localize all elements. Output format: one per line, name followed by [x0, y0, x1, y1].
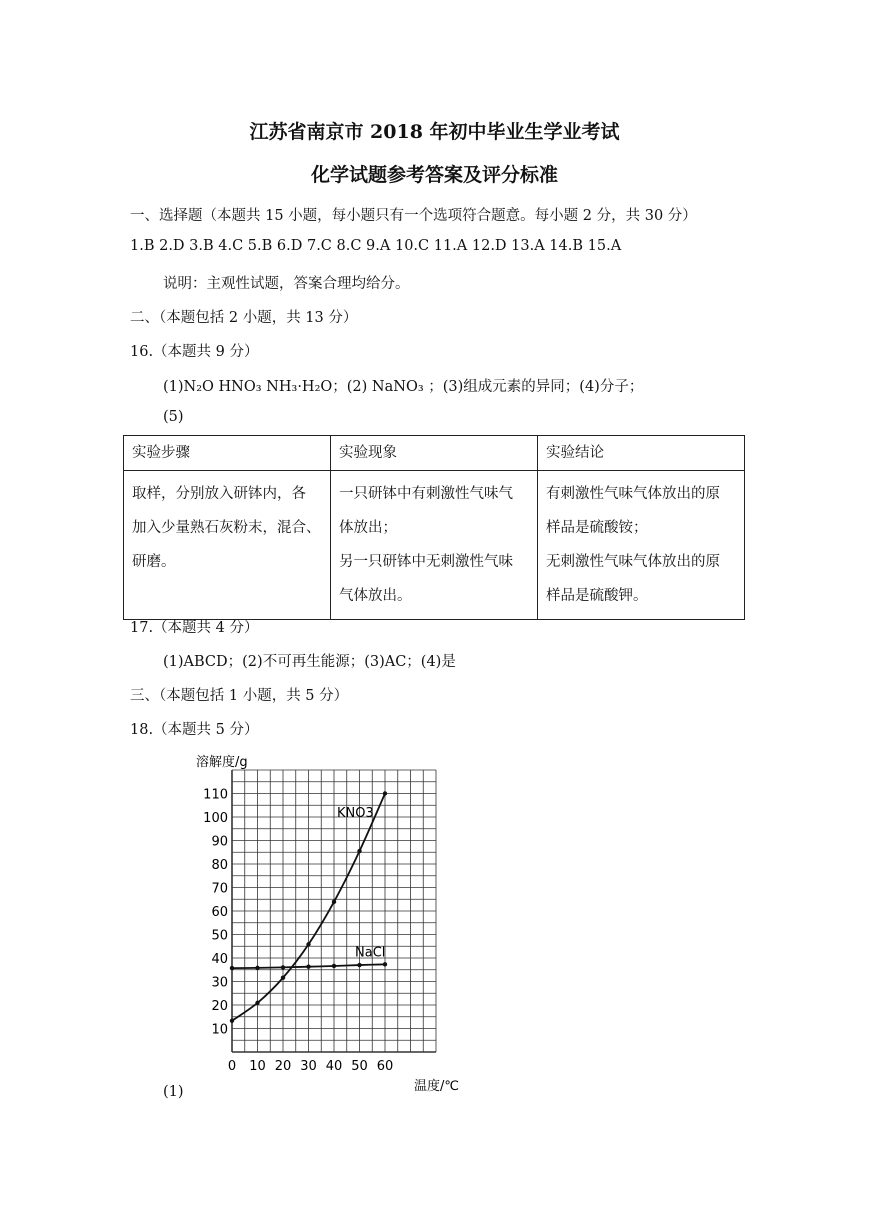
document-title: 江苏省南京市 2018 年初中毕业生学业考试: [249, 121, 620, 143]
x-tick-label: 20: [274, 1059, 292, 1074]
y-tick-label: 100: [203, 811, 228, 826]
series-label-nacl: NaCl: [355, 945, 386, 961]
series-label-kno3: KNO3: [337, 806, 374, 821]
data-point-kno3: [306, 942, 310, 946]
data-point-nacl: [306, 964, 310, 968]
data-point-kno3: [357, 849, 361, 853]
y-axis-ticks: [203, 788, 228, 1038]
data-point-kno3: [383, 791, 387, 795]
phenomenon-line: 一只研钵中有刺激性气味气: [339, 486, 513, 502]
x-tick-label: 30: [300, 1059, 317, 1074]
data-point-nacl: [230, 966, 234, 970]
table-header-phenomenon: 实验现象: [331, 436, 538, 471]
y-tick-label: 110: [203, 787, 228, 803]
q18-heading: 18.（本题共 5 分）: [130, 722, 259, 738]
section1-heading: 一、选择题（本题共 15 小题，每小题只有一个选项符合题意。每小题 2 分，共 30 分）: [130, 208, 697, 224]
y-tick-label: 80: [211, 858, 228, 873]
conclusion-line: 样品是硫酸铵；: [546, 520, 648, 536]
q17-heading: 17.（本题共 4 分）: [130, 620, 259, 636]
section2-heading: 二、（本题包括 2 小题，共 13 分）: [130, 310, 358, 326]
section3-heading: 三、（本题包括 1 小题，共 5 分）: [130, 688, 349, 704]
y-tick-label: 40: [211, 952, 228, 967]
data-point-kno3: [281, 976, 285, 980]
table-cell-conclusion: [538, 471, 745, 620]
x-tick-label: 40: [325, 1059, 343, 1074]
y-tick-label: 20: [211, 999, 228, 1014]
y-tick-label: 70: [211, 881, 228, 897]
phenomenon-line: 体放出；: [339, 520, 397, 536]
table-header-step: 实验步骤: [124, 436, 331, 471]
solubility-chart: [190, 748, 470, 1098]
y-axis-label: 溶解度/g: [196, 755, 248, 770]
document-subtitle: 化学试题参考答案及评分标准: [310, 164, 558, 186]
experiment-table: [123, 435, 745, 620]
conclusion-line: 样品是硫酸钾。: [546, 588, 648, 604]
x-axis-ticks: [228, 1059, 393, 1074]
mc-answers: 1.B 2.D 3.B 4.C 5.B 6.D 7.C 8.C 9.A 10.C 11.A 12.D 13.A 14.B 15.A: [130, 238, 622, 254]
table-cell-step: [124, 471, 331, 620]
q16-heading: 16.（本题共 9 分）: [130, 344, 259, 360]
q16-answer-1-4: (1)N₂O HNO₃ NH₃·H₂O；(2) NaNO₃ ；(3)组成元素的异同；(4)分子；: [163, 379, 644, 395]
y-tick-label: 30: [211, 975, 228, 991]
step-line: 加入少量熟石灰粉末，混合、: [132, 520, 321, 536]
conclusion-line: 无刺激性气味气体放出的原: [546, 554, 720, 570]
x-tick-label: 10: [249, 1059, 266, 1074]
y-tick-label: 10: [211, 1022, 228, 1038]
y-tick-label: 50: [211, 928, 228, 944]
data-point-kno3: [230, 1019, 234, 1023]
step-line: 取样，分别放入研钵内，各: [132, 486, 306, 502]
phenomenon-line: 另一只研钵中无刺激性气味: [339, 554, 513, 570]
q18-part1-label: (1): [163, 1084, 184, 1100]
table-header-conclusion: 实验结论: [538, 436, 745, 471]
data-point-kno3: [255, 1001, 259, 1005]
phenomenon-line: 气体放出。: [339, 588, 412, 604]
y-tick-label: 90: [211, 834, 228, 850]
data-point-nacl: [255, 966, 259, 970]
x-axis-label: 温度/℃: [414, 1079, 459, 1094]
data-point-nacl: [357, 963, 361, 967]
conclusion-line: 有刺激性气味气体放出的原: [546, 486, 720, 502]
step-line: 研磨。: [132, 554, 176, 570]
data-point-kno3: [332, 900, 336, 904]
x-tick-label: 0: [227, 1059, 237, 1074]
q16-answer-5-label: (5): [163, 409, 184, 425]
chart-grid: [232, 770, 436, 1052]
table-cell-phenomenon: [331, 471, 538, 620]
data-point-nacl: [383, 962, 387, 966]
x-tick-label: 50: [351, 1059, 368, 1074]
data-point-nacl: [332, 964, 336, 968]
q17-answer: (1)ABCD；(2)不可再生能源；(3)AC；(4)是: [163, 654, 456, 670]
data-point-nacl: [281, 965, 285, 969]
y-tick-label: 60: [211, 905, 228, 920]
x-tick-label: 60: [376, 1059, 394, 1074]
grading-note: 说明：主观性试题，答案合理均给分。: [163, 276, 410, 292]
